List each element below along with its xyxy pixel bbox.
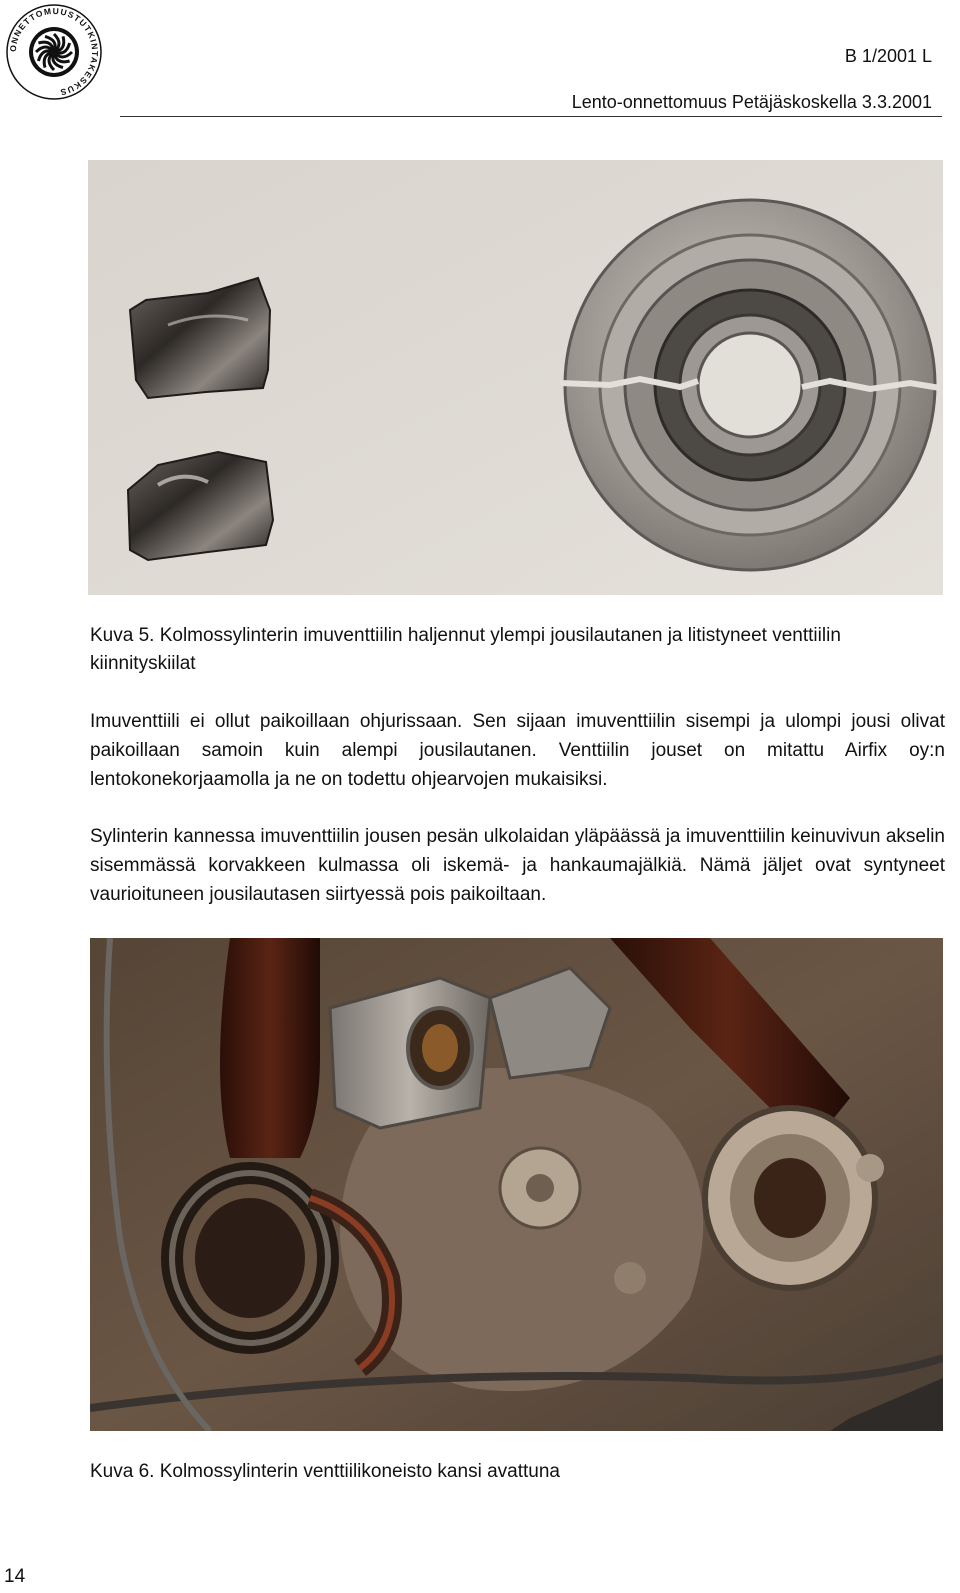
logo-text: ONNETTOMUUSTUTKINTAKESKUS (7, 5, 101, 98)
figure-5-photo (88, 160, 943, 595)
bolt-head (500, 1148, 580, 1228)
spring-retainer (560, 200, 940, 570)
logo-emblem (29, 27, 79, 77)
figure-6-caption: Kuva 6. Kolmossylinterin venttiilikoneisto kansi avattuna (90, 1461, 560, 1482)
header-divider (120, 116, 942, 117)
page-number: 14 (4, 1566, 26, 1587)
document-subtitle: Lento-onnettomuus Petäjäskoskella 3.3.2001 (571, 92, 932, 112)
document-id: B 1/2001 L (844, 46, 932, 66)
body-paragraph-2: Sylinterin kannessa imuventtiilin jousen pesän ulkolaidan yläpäässä ja imuventtiilin keinuvivun akselin sisemmässä korvakkeen kulmassa oli iskemä- ja hankaumajälkiä. Nämä jäljet ovat syntyneet vaurioituneen jousilautasen siirtyessä pois paikoiltaan. (90, 826, 945, 905)
agency-logo (4, 2, 104, 102)
body-paragraph-1: Imuventtiili ei ollut paikoillaan ohjurissaan. Sen sijaan imuventtiilin sisempi ja ulompi jousi olivat paikoillaan samoin kuin alempi jousilautanen. Venttiilin jouset on mitattu Airfix oy:n lentokonekorjaamolla ja ne on todettu ohjearvojen mukaisiksi. (90, 711, 945, 790)
valve-retainer-right (705, 1108, 875, 1288)
figure-6-photo (90, 938, 943, 1431)
figure-5-caption: Kuva 5. Kolmossylinterin imuventtiilin haljennut ylempi jousilautanen ja litistyneet venttiilin kiinnityskiilat (90, 625, 841, 674)
